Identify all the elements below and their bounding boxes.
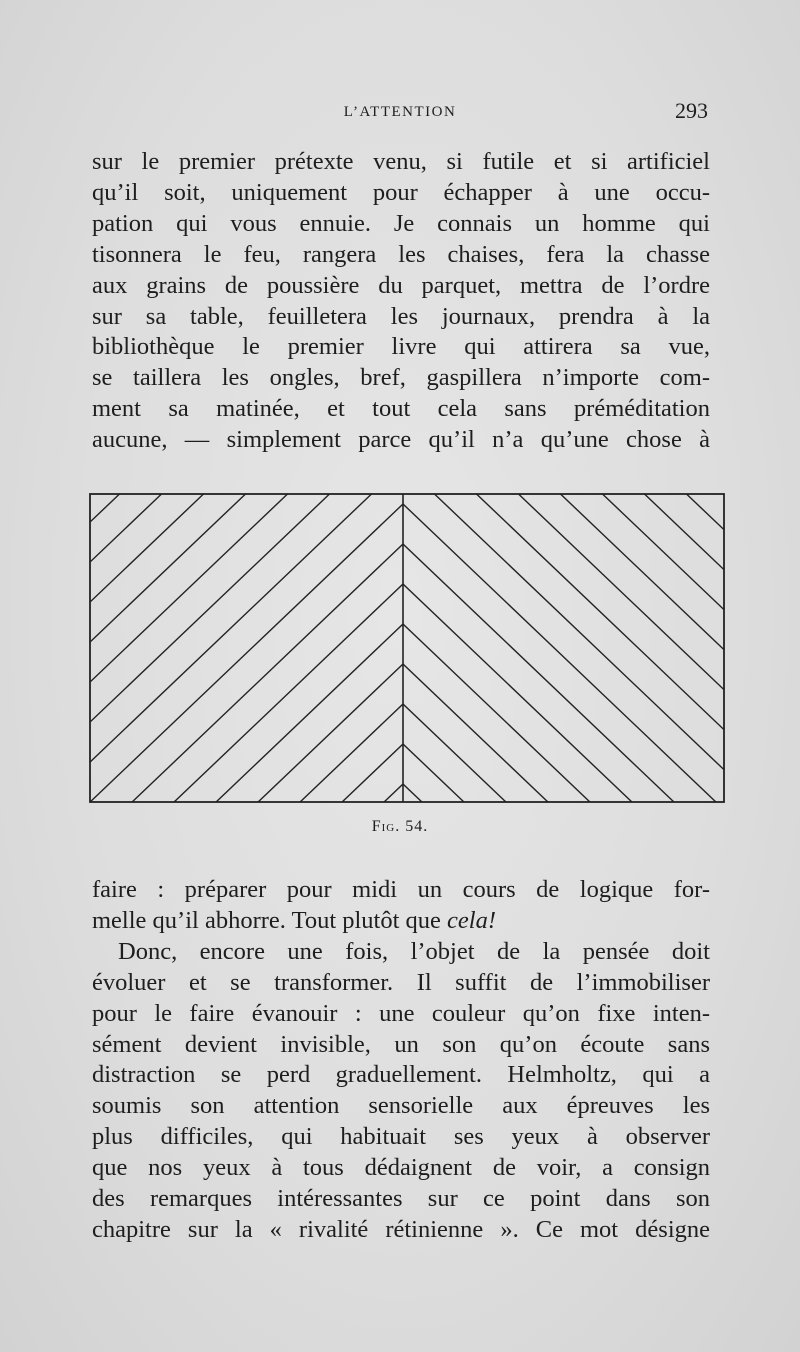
text-line: sur sa table, feuilletera les journaux, prendra à la: [92, 302, 710, 330]
right-hatching: [403, 490, 726, 806]
text-run: melle qu’il abhorre. Tout plutôt que: [92, 906, 448, 934]
figure-caption: Fig. 54.: [371, 818, 429, 835]
hatch-line: [403, 490, 726, 572]
hatch-line: [403, 624, 726, 806]
text-line: Donc, encore une fois, l’objet de la pensée doit: [118, 937, 710, 965]
text-line: distraction se perd graduellement. Helmholtz, qui a: [92, 1061, 710, 1089]
text-line: bibliothèque le premier livre qui attirera sa vue,: [92, 333, 710, 361]
text-line: se taillera les ongles, bref, gaspillera n’importe com-: [92, 364, 710, 392]
emphasis-text: cela!: [447, 906, 497, 934]
text-line: aux grains de poussière du parquet, mettra de l’ordre: [92, 271, 710, 299]
text-line: qu’il soit, uniquement pour échapper à une occu-: [92, 178, 710, 206]
hatch-line: [86, 704, 403, 806]
text-continued: [92, 875, 710, 1246]
text-line: faire : préparer pour midi un cours de logique for-: [92, 876, 710, 903]
text-line: plus difficiles, qui habituait ses yeux à observer: [92, 1123, 710, 1151]
hatch-line: [86, 490, 403, 492]
text-line: aucune, — simplement parce qu’il n’a qu’une chose à: [92, 426, 710, 454]
hatch-line: [86, 490, 403, 652]
figure-hatched-illusion: [86, 490, 728, 806]
text-line: que nos yeux à tous dédaignent de voir, a consign: [92, 1154, 710, 1182]
hatch-line: [403, 490, 726, 492]
text-line: évoluer et se transformer. Il suffit de l’immobiliser: [92, 968, 710, 996]
hatch-line: [403, 504, 726, 806]
paragraph-continued: [92, 147, 710, 456]
text-line: ment sa matinée, et tout cela sans préméditation: [92, 395, 710, 423]
hatch-line: [86, 490, 403, 772]
hatch-line: [403, 744, 726, 806]
hatch-line: [86, 490, 403, 612]
text-line: [92, 906, 710, 937]
hatch-line: [86, 504, 403, 806]
text-line: tisonnera le feu, rangera les chaises, fera la chasse: [92, 240, 710, 268]
text-line: pation qui vous ennuie. Je connais un homme qui: [92, 209, 710, 237]
text-line: pour le faire évanouir : une couleur qu’on fixe inten-: [92, 999, 710, 1027]
text-line: chapitre sur la « rivalité rétinienne ». Ce mot désigne: [92, 1215, 710, 1243]
hatch-illustration: [86, 490, 728, 806]
text-line: sément devient invisible, un son qu’on écoute sans: [92, 1030, 710, 1058]
running-head: [92, 98, 708, 128]
hatch-line: [86, 624, 403, 806]
text-line: sur le premier prétexte venu, si futile et si artificiel: [92, 148, 710, 175]
hatch-line: [86, 544, 403, 806]
figure-frame: [90, 494, 724, 802]
running-title: L’ATTENTION: [343, 104, 457, 120]
left-hatching: [86, 490, 403, 806]
hatch-line: [86, 490, 403, 532]
page-number: 293: [675, 98, 708, 123]
text-line: des remarques intéressantes sur ce point dans son: [92, 1185, 710, 1213]
text-line: soumis son attention sensorielle aux épreuves les: [92, 1092, 710, 1120]
hatch-line: [403, 490, 726, 652]
